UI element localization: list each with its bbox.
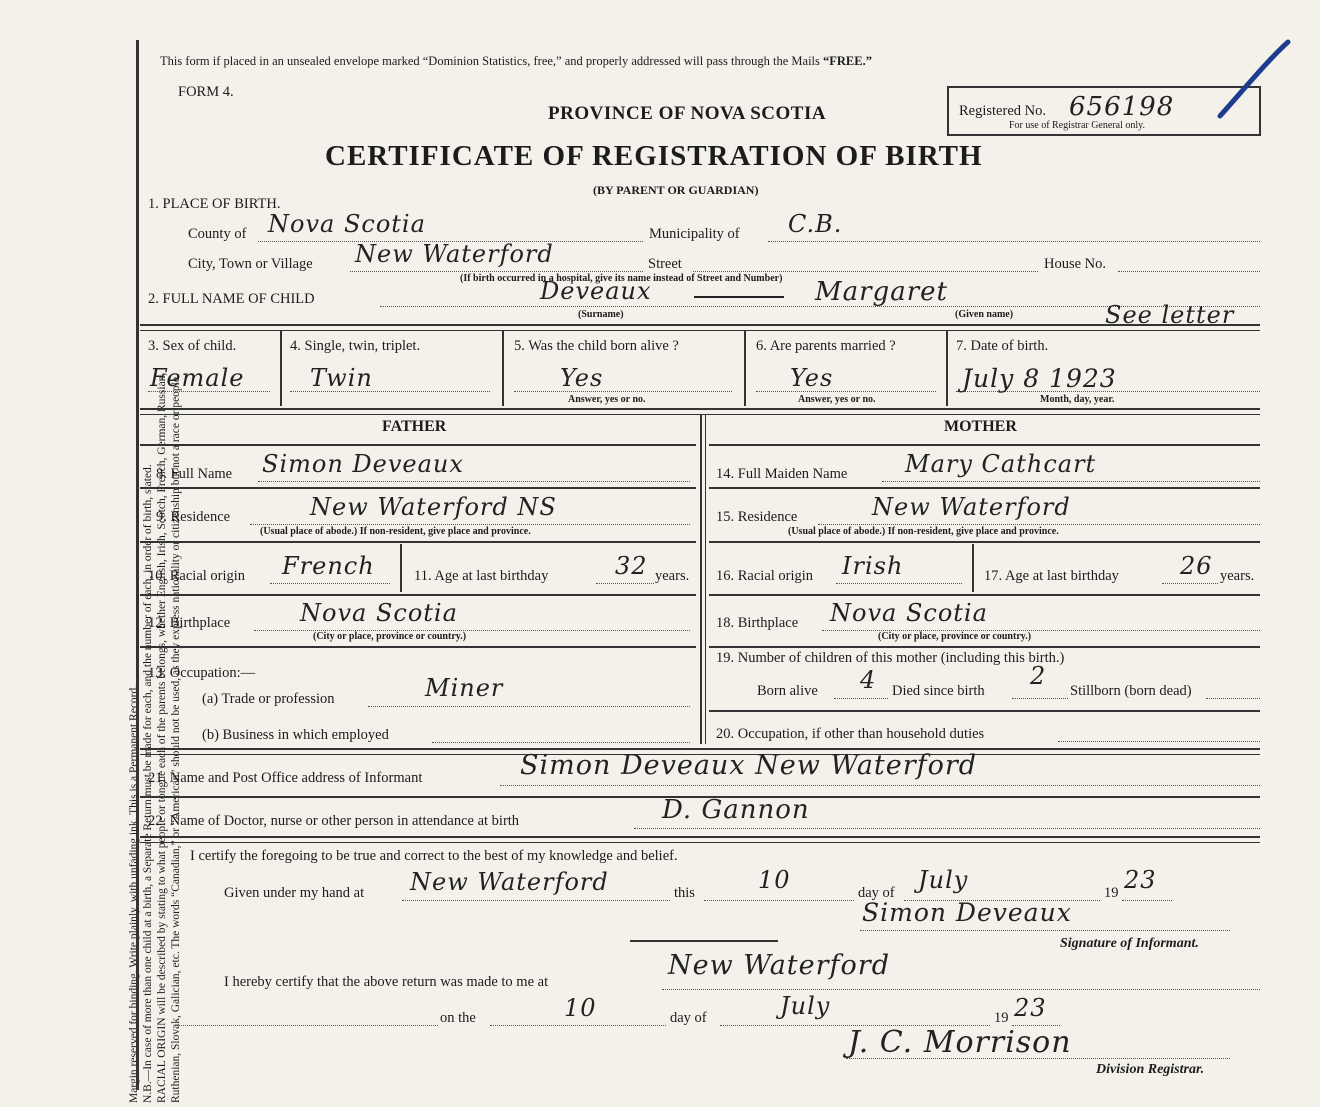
mother-age-years: years. bbox=[1220, 568, 1255, 584]
sex-label: 3. Sex of child. bbox=[148, 338, 237, 354]
father-racial-value: French bbox=[282, 552, 375, 580]
trade-label: (a) Trade or profession bbox=[202, 691, 335, 707]
pen-mark-icon bbox=[1200, 38, 1295, 123]
margin-line-4: Ruthenian, Slovak, Galician, etc. The words “Canadian,” or “American” should not be used, as they express nationality or citizenship but not a race or people. bbox=[170, 374, 182, 1103]
mother-residence-value: New Waterford bbox=[872, 493, 1071, 521]
informant-label: 21. Name and Post Office address of Informant bbox=[148, 770, 423, 786]
given-month: July bbox=[918, 866, 969, 894]
father-name-value: Simon Deveaux bbox=[262, 450, 464, 478]
child-name-label: 2. FULL NAME OF CHILD bbox=[148, 291, 315, 307]
child-surname: Deveaux bbox=[540, 277, 652, 305]
given-year: 23 bbox=[1124, 866, 1157, 894]
mother-age-value: 26 bbox=[1180, 552, 1213, 580]
mother-birthplace-caption: (City or place, province or country.) bbox=[878, 631, 1032, 642]
place-of-birth-label: 1. PLACE OF BIRTH. bbox=[148, 196, 281, 212]
certificate-subtitle: (BY PARENT OR GUARDIAN) bbox=[593, 183, 759, 197]
born-alive-answer: Yes bbox=[560, 364, 604, 392]
father-name-label: 8. Full Name bbox=[156, 466, 233, 482]
born-alive-question: 5. Was the child born alive ? bbox=[514, 338, 679, 354]
street-label: Street bbox=[648, 256, 682, 272]
registrar-day-of-label: day of bbox=[670, 1010, 707, 1026]
given-caption: (Given name) bbox=[955, 309, 1014, 320]
doctor-label: 22. Name of Doctor, nurse or other person in attendance at birth bbox=[148, 813, 520, 829]
dob-caption: Month, day, year. bbox=[1040, 394, 1115, 405]
father-occupation-label: 13. Occupation:— bbox=[148, 665, 256, 681]
on-the-label: on the bbox=[440, 1010, 476, 1026]
father-age-value: 32 bbox=[615, 552, 648, 580]
father-heading: FATHER bbox=[382, 418, 447, 435]
mother-age-label: 17. Age at last birthday bbox=[984, 568, 1119, 584]
dob-value: July 8 1923 bbox=[962, 364, 1117, 393]
province-heading: PROVINCE OF NOVA SCOTIA bbox=[548, 103, 827, 124]
house-label: House No. bbox=[1044, 256, 1107, 272]
registrar-year-prefix: 19 bbox=[994, 1010, 1009, 1026]
father-age-label: 11. Age at last birthday bbox=[414, 568, 549, 584]
mother-occupation-label: 20. Occupation, if other than household duties bbox=[716, 726, 985, 742]
mother-residence-label: 15. Residence bbox=[716, 509, 798, 525]
given-year-prefix: 19 bbox=[1104, 885, 1119, 901]
surname-caption: (Surname) bbox=[578, 309, 624, 320]
dob-label: 7. Date of birth. bbox=[956, 338, 1049, 354]
municipality-value: C.B. bbox=[788, 210, 843, 238]
municipality-label: Municipality of bbox=[649, 226, 740, 242]
child-given-name: Margaret bbox=[815, 277, 948, 307]
born-alive-count-label: Born alive bbox=[757, 683, 818, 699]
registrar-note: For use of Registrar General only. bbox=[1009, 120, 1145, 131]
see-letter-note: See letter bbox=[1105, 301, 1235, 329]
mother-birthplace-value: Nova Scotia bbox=[830, 599, 988, 627]
mother-name-label: 14. Full Maiden Name bbox=[716, 466, 848, 482]
registered-number: 656198 bbox=[1069, 92, 1175, 122]
registrar-caption: Division Registrar. bbox=[1096, 1062, 1205, 1077]
registrar-signature: J. C. Morrison bbox=[848, 1025, 1072, 1060]
margin-line-1: Margin reserved for binding. Write plainly, with unfading ink. This is a Permanent Record. bbox=[128, 684, 140, 1103]
registrar-year: 23 bbox=[1014, 994, 1047, 1022]
born-alive-count: 4 bbox=[860, 666, 877, 694]
informant-value: Simon Deveaux New Waterford bbox=[520, 750, 978, 781]
margin-line-2: N.B.—In case of more than one child at a birth, a Separate Return must be made for each, and the number of each, in order of birth, stated. bbox=[142, 464, 154, 1103]
given-day: 10 bbox=[758, 866, 791, 894]
father-residence-caption: (Usual place of abode.) If non-resident, give place and province. bbox=[260, 526, 531, 537]
certificate-title: CERTIFICATE OF REGISTRATION OF BIRTH bbox=[325, 140, 983, 172]
informant-signature-caption: Signature of Informant. bbox=[1060, 936, 1199, 951]
mother-name-value: Mary Cathcart bbox=[905, 450, 1097, 478]
hospital-note: (If birth occurred in a hospital, give its name instead of Street and Number) bbox=[460, 273, 783, 284]
city-value: New Waterford bbox=[355, 240, 554, 268]
mother-birthplace-label: 18. Birthplace bbox=[716, 615, 799, 631]
margin-rule bbox=[136, 40, 139, 1090]
given-day-of-label: day of bbox=[858, 885, 895, 901]
given-place: New Waterford bbox=[410, 868, 609, 896]
multiple-birth-value: Twin bbox=[310, 364, 373, 392]
father-age-years: years. bbox=[655, 568, 690, 584]
margin-line-3: RACIAL ORIGIN will be described by stating to what people or tongue each of the parents belongs, whether English, Irish, Scotch, French, German, Russian, bbox=[156, 372, 168, 1103]
certify-text: I certify the foregoing to be true and correct to the best of my knowledge and belief. bbox=[190, 848, 678, 864]
parents-married-answer: Yes bbox=[790, 364, 834, 392]
county-value: Nova Scotia bbox=[268, 210, 426, 238]
mother-racial-label: 16. Racial origin bbox=[716, 568, 814, 584]
business-label: (b) Business in which employed bbox=[202, 727, 389, 743]
stillborn-label: Stillborn (born dead) bbox=[1070, 683, 1192, 699]
multiple-birth-label: 4. Single, twin, triplet. bbox=[290, 338, 421, 354]
children-count-label: 19. Number of children of this mother (including this birth.) bbox=[716, 650, 1065, 666]
name-dash bbox=[694, 296, 784, 298]
mother-residence-caption: (Usual place of abode.) If non-resident, give place and province. bbox=[788, 526, 1059, 537]
registrar-certify-text: I hereby certify that the above return was made to me at bbox=[224, 974, 549, 990]
given-under-label: Given under my hand at bbox=[224, 885, 365, 901]
registrar-month: July bbox=[780, 992, 831, 1020]
registered-label: Registered No. bbox=[959, 103, 1046, 119]
doctor-value: D. Gannon bbox=[662, 795, 810, 825]
registrar-place: New Waterford bbox=[668, 950, 890, 981]
parents-married-question: 6. Are parents married ? bbox=[756, 338, 896, 354]
city-label: City, Town or Village bbox=[188, 256, 313, 272]
married-caption: Answer, yes or no. bbox=[798, 394, 876, 405]
father-racial-label: 10. Racial origin bbox=[148, 568, 246, 584]
mother-racial-value: Irish bbox=[842, 552, 904, 580]
trade-value: Miner bbox=[425, 674, 504, 702]
alive-caption: Answer, yes or no. bbox=[568, 394, 646, 405]
informant-signature: Simon Deveaux bbox=[862, 898, 1072, 927]
mother-heading: MOTHER bbox=[944, 418, 1017, 435]
form-number: FORM 4. bbox=[178, 84, 234, 100]
father-residence-label: 9. Residence bbox=[156, 509, 231, 525]
father-birthplace-value: Nova Scotia bbox=[300, 599, 458, 627]
this-label: this bbox=[674, 885, 695, 901]
county-label: County of bbox=[188, 226, 247, 242]
father-birthplace-label: 12. Birthplace bbox=[148, 615, 231, 631]
father-residence-value: New Waterford NS bbox=[310, 493, 557, 521]
postal-note: This form if placed in an unsealed envelope marked “Dominion Statistics, free,” and properly addressed will pass through the Mails “FREE.” bbox=[160, 54, 872, 68]
died-count-label: Died since birth bbox=[892, 683, 985, 699]
sex-value: Female bbox=[150, 364, 245, 392]
died-count: 2 bbox=[1030, 662, 1047, 690]
father-birthplace-caption: (City or place, province or country.) bbox=[313, 631, 467, 642]
registrar-day: 10 bbox=[564, 994, 597, 1022]
